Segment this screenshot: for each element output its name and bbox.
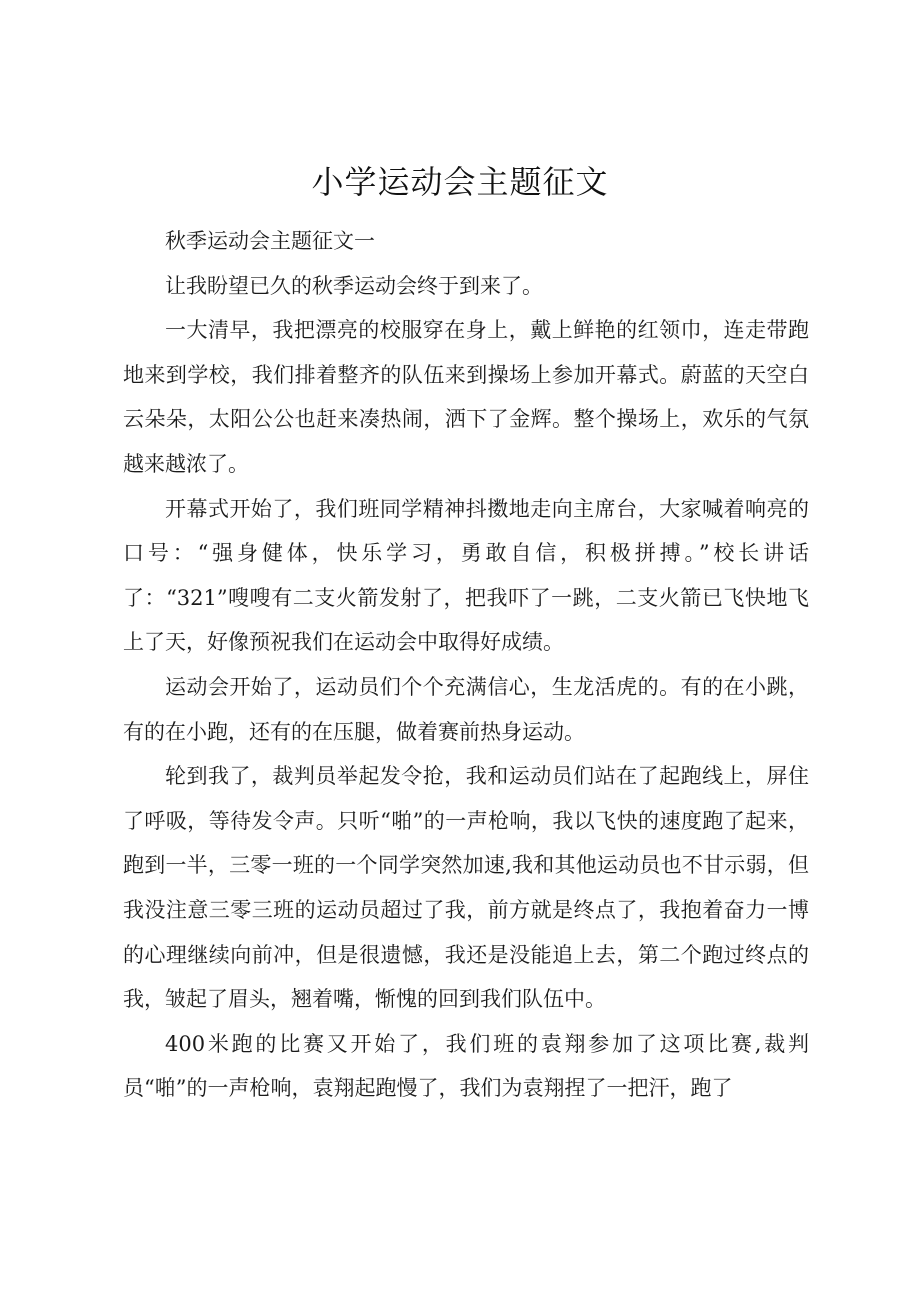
paragraph: 开幕式开始了，我们班同学精神抖擞地走向主席台，大家喊着响亮的口号：“强身健体，快乐学习，勇敢自信，积极拼搏。”校长讲话了：“321”嗖嗖有二支火箭发射了，把我吓了一跳，二支火箭已飞快地飞上了天，好像预祝我们在运动会中取得好成绩。: [123, 496, 809, 655]
paragraph-subtitle: 秋季运动会主题征文一: [165, 229, 375, 253]
paragraph: 一大清早，我把漂亮的校服穿在身上，戴上鲜艳的红领巾，连走带跑地来到学校，我们排着整齐的队伍来到操场上参加开幕式。蔚蓝的天空白云朵朵，太阳公公也赶来凑热闹，洒下了金辉。整个操场上，欢乐的气氛越来越浓了。: [123, 318, 809, 476]
paragraph: 运动会开始了，运动员们个个充满信心，生龙活虎的。有的在小跳，有的在小跑，还有的在压腿，做着赛前热身运动。: [123, 674, 809, 744]
paragraph: 400米跑的比赛又开始了，我们班的袁翔参加了这项比赛,裁判员“啪”的一声枪响，袁翔起跑慢了，我们为袁翔捏了一把汗，跑了: [123, 1031, 809, 1101]
paragraph: 让我盼望已久的秋季运动会终于到来了。: [165, 273, 543, 298]
document-body: [123, 219, 809, 1111]
paragraph: 轮到我了，裁判员举起发令抢，我和运动员们站在了起跑线上，屏住了呼吸，等待发令声。只听“啪”的一声枪响，我以飞快的速度跑了起来，跑到一半，三零一班的一个同学突然加速,我和其他运动员也不甘示弱，但我没注意三零三班的运动员超过了我，前方就是终点了，我抱着奋力一博的心理继续向前冲，但是很遗憾，我还是没能追上去，第二个跑过终点的我，皱起了眉头，翘着嘴，惭愧的回到我们队伍中。: [123, 764, 809, 1012]
page-title: 小学运动会主题征文: [311, 163, 609, 201]
